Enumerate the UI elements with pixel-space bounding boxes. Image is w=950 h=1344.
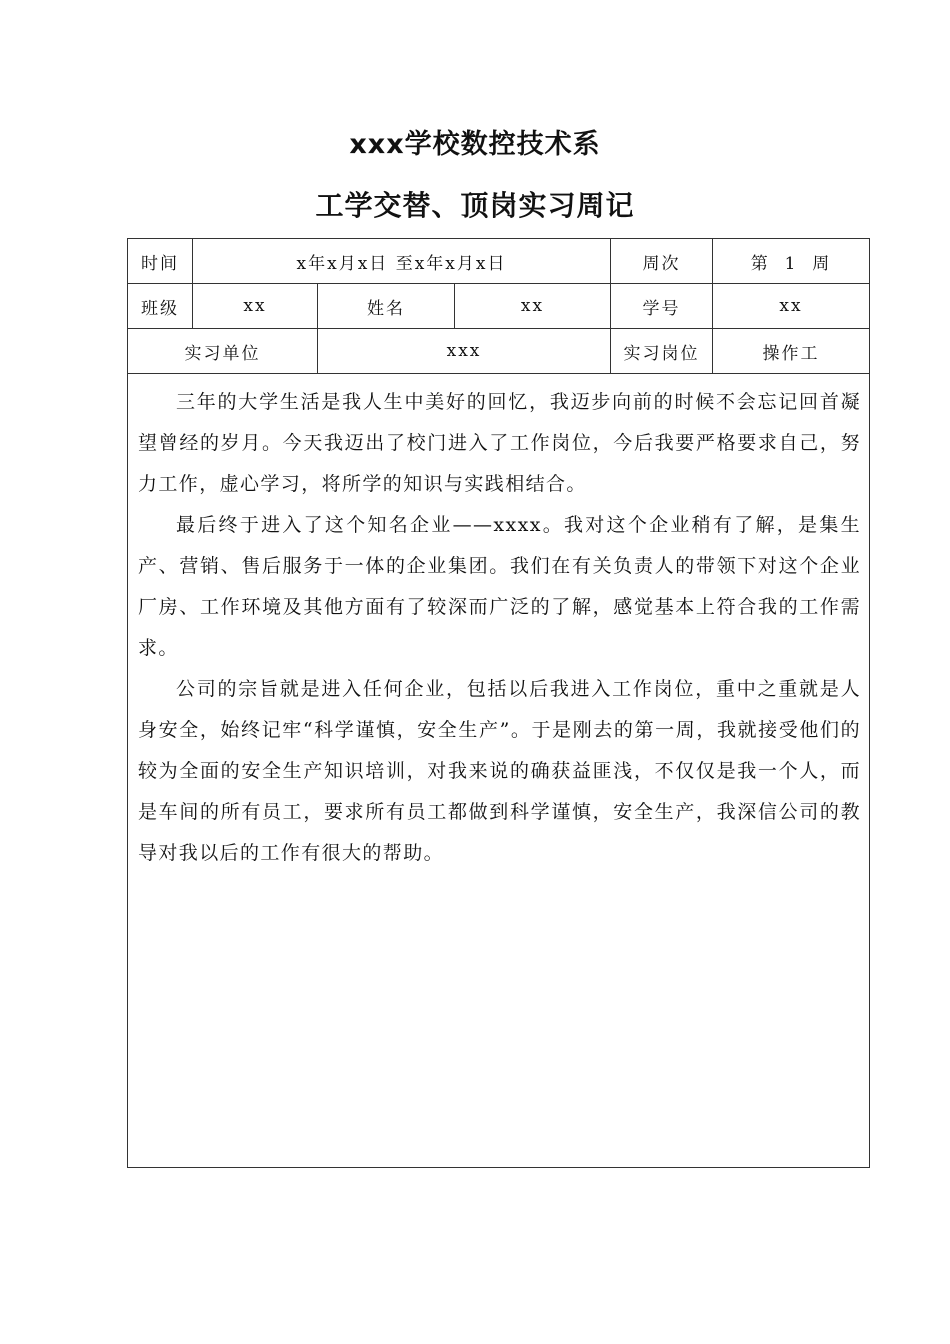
journal-body — [128, 374, 870, 1168]
post-value: 操作工 — [713, 329, 870, 374]
name-label: 姓名 — [318, 284, 455, 329]
document-title: xxx学校数控技术系 — [349, 129, 601, 160]
document-subtitle: 工学交替、顶岗实习周记 — [315, 189, 635, 222]
time-label: 时间 — [128, 239, 193, 284]
time-value: x年x月x日 至x年x月x日 — [193, 239, 611, 284]
form-row-time — [128, 239, 870, 284]
journal-paragraph: 三年的大学生活是我人生中美好的回忆，我迈步向前的时候不会忘记回首凝望曾经的岁月。今天我迈出了校门进入了工作岗位，今后我要严格要求自己，努力工作，虚心学习，将所学的知识与实践相结合。 — [138, 391, 861, 495]
class-value: xx — [193, 284, 318, 329]
unit-value: xxx — [318, 329, 611, 374]
form-row-student — [128, 284, 870, 329]
form-row-journal — [128, 374, 870, 1168]
journal-paragraph: 公司的宗旨就是进入任何企业，包括以后我进入工作岗位，重中之重就是人身安全，始终记牢“科学谨慎，安全生产”。于是刚去的第一周，我就接受他们的较为全面的安全生产知识培训，对我来说的确获益匪浅，不仅仅是我一个人，而是车间的所有员工，要求所有员工都做到科学谨慎，安全生产，我深信公司的教导对我以后的工作有很大的帮助。 — [138, 678, 861, 864]
name-value: xx — [455, 284, 611, 329]
week-label: 周次 — [611, 239, 713, 284]
form-row-internship — [128, 329, 870, 374]
unit-label: 实习单位 — [128, 329, 318, 374]
post-label: 实习岗位 — [611, 329, 713, 374]
class-label: 班级 — [128, 284, 193, 329]
week-value: 第 1 周 — [713, 239, 870, 284]
journal-paragraph: 最后终于进入了这个知名企业——xxxx。我对这个企业稍有了解，是集生产、营销、售后服务于一体的企业集团。我们在有关负责人的带领下对这个企业厂房、工作环境及其他方面有了较深而广泛的了解，感觉基本上符合我的工作需求。 — [138, 514, 861, 659]
journal-form-table — [127, 238, 870, 1168]
student-id-label: 学号 — [611, 284, 713, 329]
student-id-value: xx — [713, 284, 870, 329]
